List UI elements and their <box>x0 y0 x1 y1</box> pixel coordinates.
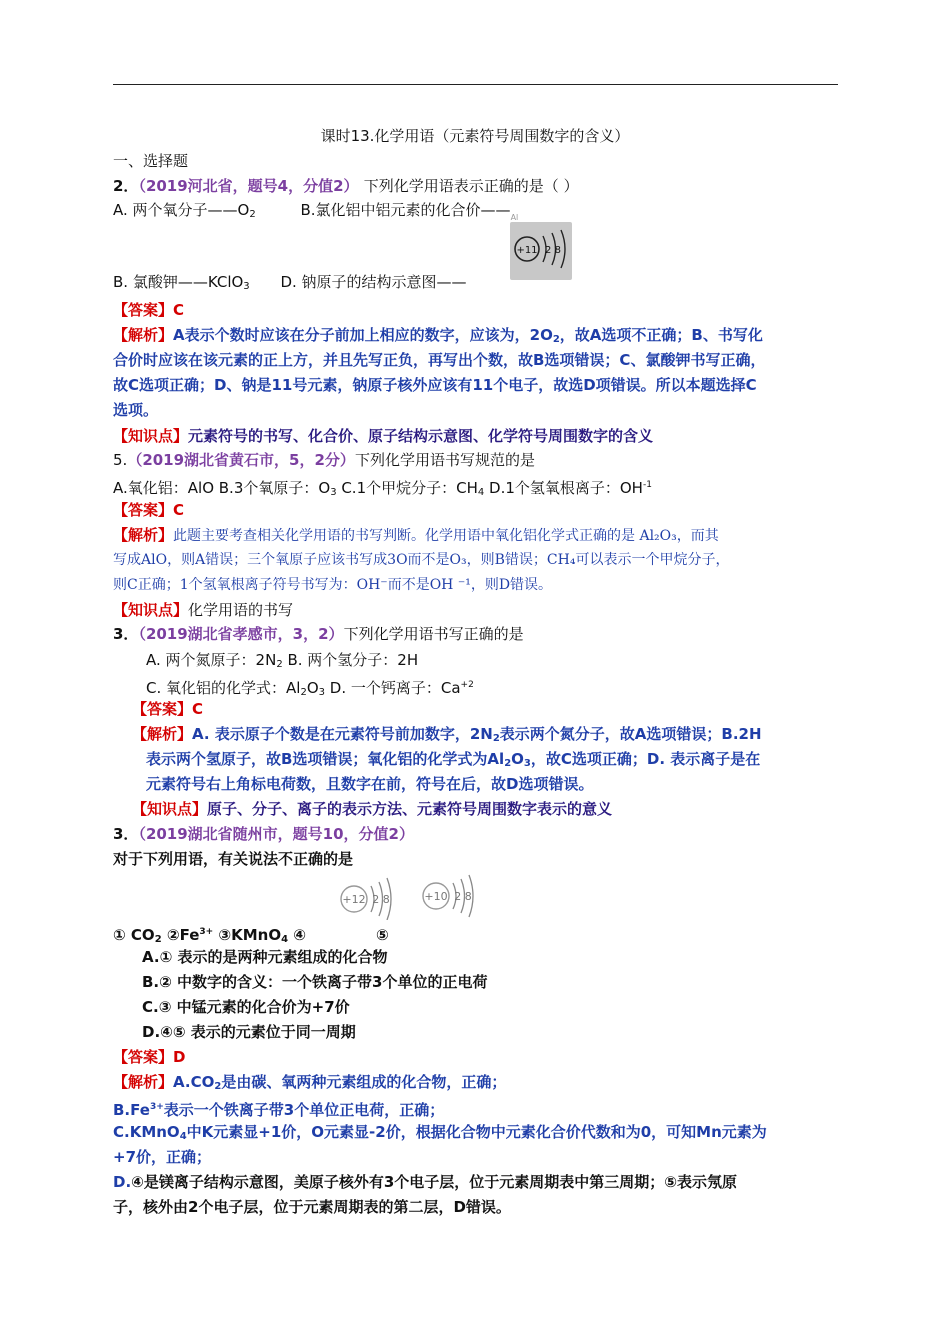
q3-answer: 【答案】C <box>132 700 204 718</box>
q2-answer-value: C <box>173 501 185 519</box>
q1-source: （2019河北省，题号4，分值2） <box>138 177 359 195</box>
q3-answer-value: C <box>192 700 204 718</box>
q1-option-d: D. 钠原子的结构示意图—— <box>280 273 467 291</box>
q2-analysis-3: 则C正确；1个氢氧根离子符号书写为：OH⁻而不是OH ⁻¹，则D错误。 <box>113 577 553 593</box>
q1-knowledge-point: 【知识点】元素符号的书写、化合价、原子结构示意图、化学符号周围数字的含义 <box>113 427 654 445</box>
q4-items: ① $CO_2$ $②Fe^{3+}$ ③KMnO$_4$ ④ ⑤ <box>113 926 389 945</box>
q4-option-a: A.① 表示的是两种元素组成的化合物 <box>142 948 388 966</box>
q4-stem-line: 3．（2019湖北省随州市，题号10，分值2） <box>113 825 414 843</box>
q1-answer-value: C <box>173 301 185 319</box>
q3-stem: 下列化学用语书写正确的是 <box>343 625 524 643</box>
q4-analysis-1: 【解析】$A.CO_2$是由碳、氧两种元素组成的化合物，正确； <box>113 1073 507 1092</box>
q4-answer-value: D <box>173 1048 186 1066</box>
q1-options-bd: B. 氯酸钾——KClO$_3$ D. 钠原子的结构示意图—— <box>113 273 467 292</box>
valence-mark: Al <box>510 213 519 222</box>
q4-answer: 【答案】D <box>113 1048 186 1066</box>
q1-answer: 【答案】C <box>113 301 185 319</box>
q1-option-a: A. 两个氧分子——O <box>113 201 250 219</box>
q4-analysis-6: 子，核外由2个电子层，位于元素周期表的第二层，D错误。 <box>113 1198 511 1216</box>
q1-analysis-2: 合价时应该在该元素的正上方，并且先写正负，再写出个数，故B选项错误；C、氯酸钾书写正确， <box>113 351 766 369</box>
q4-stem: 对于下列用语，有关说法不正确的是 <box>113 850 354 868</box>
q4-source: （2019湖北省随州市，题号10，分值2） <box>138 825 414 843</box>
sodium-nucleus-label: +11 <box>516 245 538 256</box>
section-heading: 一、选择题 <box>113 152 189 170</box>
q3-analysis-1: 【解析】A. 表示原子个数是在元素符号前加数字，$2N_2$表示两个氮分子，故A选项错误；B.2H <box>132 725 762 744</box>
q1-stem: 下列化学用语表示正确的是（ ） <box>363 177 579 195</box>
svg-text:+10: +10 <box>424 890 448 903</box>
q4-analysis-4: +7价，正确； <box>113 1148 212 1166</box>
q1-options-ab: A. 两个氧分子$——O_2$ B.氯化铝中铝元素的化合价$——_{Al}$ <box>113 201 519 222</box>
svg-text:2 8: 2 8 <box>372 893 390 906</box>
q4-option-d: D.④⑤ 表示的元素位于同一周期 <box>142 1023 356 1041</box>
q2-answer: 【答案】C <box>113 501 185 519</box>
q3-options-ab: A. 两个氮原子：$2N_2$ B. 两个氢分子：2H <box>146 651 419 670</box>
q1-analysis-3: 故C选项正确；D、钠是11号元素，钠原子核外应该有11个电子，故选D项错误。所以本题选择C <box>113 376 757 394</box>
q1-number: 2． <box>113 177 139 195</box>
neon-atom-diagram <box>418 874 480 918</box>
sodium-structure-diagram <box>510 222 572 280</box>
svg-text:2 8: 2 8 <box>454 890 472 903</box>
header-rule <box>113 84 838 85</box>
q3-stem-line: 3．（2019湖北省孝感市，3，2）下列化学用语书写正确的是 <box>113 625 524 643</box>
q2-stem: 下列化学用语书写规范的是 <box>354 451 535 469</box>
q3-options-cd: C. 氧化铝的化学式：$Al_2O_3$ D. 一个钙离子：$Ca^{+2}$ <box>146 679 474 698</box>
q2-analysis-1: 【解析】此题主要考查相关化学用语的书写判断。化学用语中氧化铝化学式正确的是 Al₂O₃，而其 <box>113 526 719 544</box>
svg-text:+12: +12 <box>342 893 366 906</box>
q3-knowledge-point: 【知识点】原子、分子、离子的表示方法、元素符号周围数字表示的意义 <box>132 800 613 818</box>
magnesium-ion-diagram <box>338 876 400 920</box>
q4-analysis-3: C.KMnO$_4$中K元素显+1价，O元素显-2价，根据化合物中元素化合价代数和为0，可知Mn元素为 <box>113 1123 767 1142</box>
q2-options: A.氧化铝：AlO B.3个氧原子：$O_3$ C.1个甲烷分子：$CH_4$ D.1个氢氧根离子：$OH^{-1}$ <box>113 479 652 498</box>
q2-source: （2019湖北省黄石市，5，2分） <box>127 451 355 469</box>
q4-option-c: C.③ 中锰元素的化合价为+7价 <box>142 998 350 1016</box>
q2-knowledge-point: 【知识点】化学用语的书写 <box>113 601 294 619</box>
q1-stem-line <box>113 174 579 198</box>
page-title: 课时13.化学用语（元素符号周围数字的含义） <box>320 127 630 145</box>
q3-analysis-3: 元素符号右上角标电荷数，且数字在前，符号在后，故D选项错误。 <box>146 775 594 793</box>
q2-stem-line: 5.（2019湖北省黄石市，5，2分）下列化学用语书写规范的是 <box>113 451 535 469</box>
sodium-shells-label: 2 8 <box>545 245 561 256</box>
q4-analysis-5: D.④是镁离子结构示意图，美原子核外有3个电子层，位于元素周期表中第三周期；⑤表示氖原 <box>113 1173 737 1191</box>
q1-option-b: B.氯化铝中铝元素的化合价—— <box>300 201 511 219</box>
q1-analysis-1: 【解析】A表示个数时应该在分子前加上相应的数字，应该为，$2O_2$，故A选项不正确；B、书写化 <box>113 326 763 345</box>
q3-analysis-2: 表示两个氢原子，故B选项错误；氧化铝的化学式为$Al_2O_3$，故C选项正确；D. 表示离子是在 <box>146 750 761 769</box>
q4-analysis-2: $B.Fe^{3+}$表示一个铁离子带3个单位正电荷，正确； <box>113 1101 445 1119</box>
q1-analysis-4: 选项。 <box>113 401 159 419</box>
q2-analysis-2: 写成AlO，则A错误；三个氧原子应该书写成3O而不是O₃，则B错误；CH₄可以表示一个甲烷分子， <box>113 552 730 568</box>
q1-option-b2: B. 氯酸钾——KClO <box>113 273 244 291</box>
q3-source: （2019湖北省孝感市，3，2） <box>138 625 344 643</box>
q4-option-b: B.② 中数字的含义：一个铁离子带3个单位的正电荷 <box>142 973 488 991</box>
